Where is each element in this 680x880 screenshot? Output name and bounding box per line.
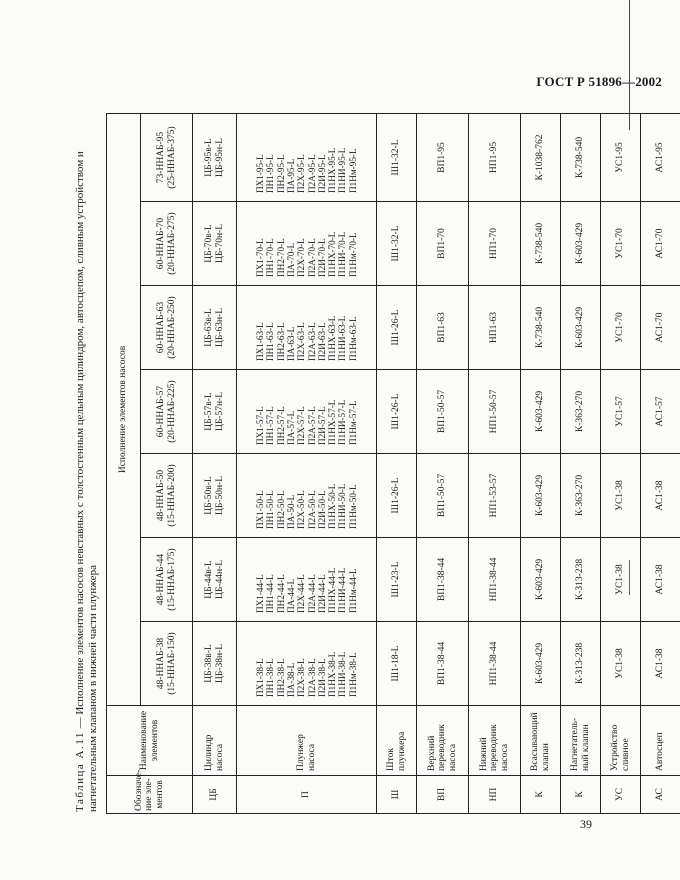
table-cell: ВП1-50-57 [417,454,469,538]
table-cell: АС1-38 [641,454,680,538]
table-row [417,113,469,813]
table-cell: УС1-70 [601,202,641,286]
table-cell: ПХ1-50-L ПН1-50-L ПН2-50-L ПА-50-L П2Х-50-L П2А-50-L П2И-50-L П1НХ-50-L П1НИ-50-L П1Нм-50-L [237,454,377,538]
table-cell: К-313-238 [561,538,601,622]
table-cell: АС1-70 [641,286,680,370]
row-name: Цилиндр насоса [193,706,237,776]
row-code: ВП [417,776,469,814]
table-cell: Ш1-32-L [377,113,417,201]
table-cell: ВП1-70 [417,202,469,286]
table-cell: ВП1-38-44 [417,622,469,706]
table-caption-text: — Исполнение элементов насосов невставных с толстостенным цельным цилиндром, автосцепом, сливным устройством и нагнетательным клапаном в нижней части плунжера [74,151,99,812]
table-cell: ЦБ-63в-L ЦБ-63н-L [193,286,237,370]
table-row [377,113,417,813]
table-cell: Ш1-18-L [377,622,417,706]
table-cell: К-363-270 [561,454,601,538]
standard-number: ГОСТ Р 51896—2002 [536,74,662,89]
elements-table [106,113,680,814]
table-cell: УС1-95 [601,113,641,201]
row-name: Нижний переводник насоса [469,706,521,776]
table-cell: УС1-38 [601,538,641,622]
table-cell: УС1-57 [601,370,641,454]
table-cell: ВП1-50-57 [417,370,469,454]
table-cell: ЦБ-44в-L ЦБ-44н-L [193,538,237,622]
table-cell: НП1-70 [469,202,521,286]
table-cell: К-603-429 [561,202,601,286]
variant-header: 60-ННАБ-70 (20-ННАБ-275) [141,202,193,286]
variant-header: 48-ННАБ-38 (15-ННАБ-150) [141,622,193,706]
table-cell: УС1-70 [601,286,641,370]
name-header: Наименование элементов [107,706,193,776]
table-cell: ПХ1-70-L ПН1-70-L ПН2-70-L ПА-70-L П2Х-70-L П2А-70-L П2И-70-L П1НХ-70-L П1НИ-70-L П1Нм-70-L [237,202,377,286]
margin-line [629,0,630,130]
table-cell: К-1038-762 [521,113,561,201]
row-name: Автосцеп [641,706,680,776]
table-cell: К-603-429 [521,370,561,454]
table-cell: АС1-57 [641,370,680,454]
table-row [561,113,601,813]
table-row [601,113,641,813]
table-cell: Ш1-26-L [377,370,417,454]
variant-header: 60-ННАБ-63 (20-ННАБ-250) [141,286,193,370]
table-cell: Ш1-26-L [377,286,417,370]
table-cell: НП1-63 [469,286,521,370]
table-row [469,113,521,813]
table-cell: К-313-238 [561,622,601,706]
table-cell: НП1-38-44 [469,622,521,706]
table-cell: ПХ1-57-L ПН1-57-L ПН2-57-L ПА-57-L П2Х-57-L П2А-57-L П2И-57-L П1НХ-57-L П1НИ-57-L П1Нм-57-L [237,370,377,454]
table-cell: Ш1-32-L [377,202,417,286]
table-cell: К-738-540 [521,202,561,286]
table-cell: ЦБ-95в-L ЦБ-95н-L [193,113,237,201]
table-cell: Ш1-26-L [377,454,417,538]
table-cell: ПХ1-44-L ПН1-44-L ПН2-44-L ПА-44-L П2Х-44-L П2А-44-L П2И-44-L П1НХ-44-L П1НИ-44-L П1Нм-44-L [237,538,377,622]
row-code: П [237,776,377,814]
group-header: Исполнение элементов насосов [107,113,141,705]
table-caption [74,116,99,812]
row-name: Верхний переводник насоса [417,706,469,776]
table-row [521,113,561,813]
table-cell: ЦБ-38в-L ЦБ-38н-L [193,622,237,706]
table-cell: НП1-50-57 [469,370,521,454]
row-code: Ш [377,776,417,814]
table-cell: К-603-429 [521,454,561,538]
table-cell: АС1-38 [641,538,680,622]
table-row [193,113,237,813]
table-cell: К-603-429 [521,538,561,622]
row-name: Всасывающий клапан [521,706,561,776]
table-cell: ЦБ-70в-L ЦБ-70н-L [193,202,237,286]
rotated-table-block [74,114,666,814]
table-cell: НП1-38-44 [469,538,521,622]
row-code: К [561,776,601,814]
row-name: Шток плунжера [377,706,417,776]
table-cell: НП1-95 [469,113,521,201]
table-cell: АС1-38 [641,622,680,706]
table-cell: К-363-270 [561,370,601,454]
variant-header: 48-ННАБ-50 (15-ННАБ-200) [141,454,193,538]
table-cell: ЦБ-50в-L ЦБ-50н-L [193,454,237,538]
table-cell: Ш1-23-L [377,538,417,622]
table-cell: ВП1-63 [417,286,469,370]
table-cell: К-738-540 [561,113,601,201]
table-cell: УС1-38 [601,454,641,538]
row-name: Устройство сливное [601,706,641,776]
table-row [237,113,377,813]
code-header: Обозначе- ние эле- ментов [107,776,193,814]
table-cell: ПХ1-38-L ПН1-38-L ПН2-38-L ПА-38-L П2Х-38-L П2А-38-L П2И-38-L П1НХ-38-L П1НИ-38-L П1Нм-38-L [237,622,377,706]
table-cell: К-603-429 [521,622,561,706]
table-cell: ЦБ-57в-L ЦБ-57н-L [193,370,237,454]
variant-header: 73-ННАБ-95 (25-ННАБ-375) [141,113,193,201]
table-cell: УС1-38 [601,622,641,706]
variant-header: 48-ННАБ-44 (15-ННАБ-175) [141,538,193,622]
table-cell: АС1-95 [641,113,680,201]
page-number: 39 [580,817,592,831]
row-name: Нагнетатель- ный клапан [561,706,601,776]
row-code: ЦБ [193,776,237,814]
row-code: АС [641,776,680,814]
table-row [641,113,680,813]
row-code: К [521,776,561,814]
row-name: Плунжер насоса [237,706,377,776]
row-code: НП [469,776,521,814]
row-code: УС [601,776,641,814]
table-cell: ВП1-38-44 [417,538,469,622]
table-cell: ПХ1-95-L ПН1-95-L ПН2-95-L ПА-95-L П2Х-95-L П2А-95-L П2И-95-L П1НХ-95-L П1НИ-95-L П1Нм-95-L [237,113,377,201]
variant-header: 60-ННАБ-57 (20-ННАБ-225) [141,370,193,454]
table-cell: К-738-540 [521,286,561,370]
table-cell: ПХ1-63-L ПН1-63-L ПН2-63-L ПА-63-L П2Х-63-L П2А-63-L П2И-63-L П1НХ-63-L П1НИ-63-L П1Нм-63-L [237,286,377,370]
table-label: Таблица А.11 [74,731,86,812]
table-cell: К-603-429 [561,286,601,370]
table-cell: АС1-70 [641,202,680,286]
table-cell: НП1-53-57 [469,454,521,538]
table-cell: ВП1-95 [417,113,469,201]
